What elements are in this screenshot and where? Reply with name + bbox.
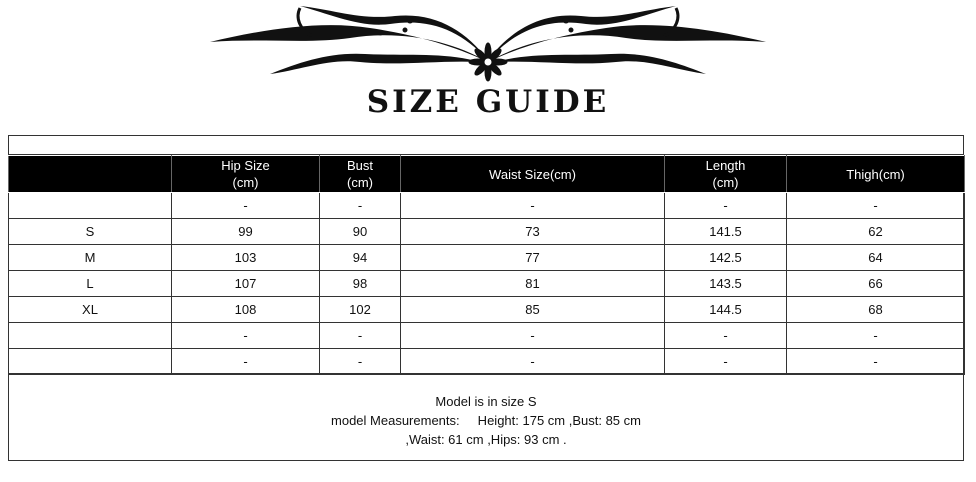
table-cell: - bbox=[320, 323, 401, 349]
decorative-ornament bbox=[200, 0, 776, 90]
table-cell bbox=[9, 349, 172, 375]
table-cell: - bbox=[172, 193, 320, 219]
table-row bbox=[9, 323, 965, 349]
note-line-3: ,Waist: 61 cm ,Hips: 93 cm . bbox=[405, 432, 567, 447]
page-title: SIZE GUIDE bbox=[366, 84, 610, 120]
table-cell: 141.5 bbox=[665, 219, 787, 245]
table-cell: - bbox=[665, 193, 787, 219]
table-cell: 94 bbox=[320, 245, 401, 271]
top-strip bbox=[9, 136, 963, 155]
table-cell: 64 bbox=[787, 245, 965, 271]
table-cell: 98 bbox=[320, 271, 401, 297]
table-cell: - bbox=[787, 323, 965, 349]
header-length: Length (cm) bbox=[665, 156, 787, 193]
table-cell: 68 bbox=[787, 297, 965, 323]
table-cell: - bbox=[787, 193, 965, 219]
table-cell: 85 bbox=[401, 297, 665, 323]
size-guide-frame bbox=[8, 135, 964, 461]
table-cell: 62 bbox=[787, 219, 965, 245]
table-row bbox=[9, 349, 965, 375]
note-line-1: Model is in size S bbox=[435, 394, 537, 409]
note-line-2: model Measurements: Height: 175 cm ,Bust: 85 cm bbox=[331, 413, 641, 428]
table-cell: 144.5 bbox=[665, 297, 787, 323]
table-cell: 108 bbox=[172, 297, 320, 323]
header-thigh: Thigh(cm) bbox=[787, 156, 965, 193]
table-cell: M bbox=[9, 245, 172, 271]
model-note bbox=[9, 373, 963, 461]
header-size bbox=[9, 156, 172, 193]
table-cell: - bbox=[787, 349, 965, 375]
header-hip: Hip Size (cm) bbox=[172, 156, 320, 193]
table-cell: 143.5 bbox=[665, 271, 787, 297]
table-cell: 107 bbox=[172, 271, 320, 297]
table-cell: XL bbox=[9, 297, 172, 323]
table-cell: - bbox=[172, 323, 320, 349]
size-table bbox=[8, 155, 965, 375]
table-cell: 90 bbox=[320, 219, 401, 245]
table-cell: 73 bbox=[401, 219, 665, 245]
table-row bbox=[9, 193, 965, 219]
header-bust: Bust (cm) bbox=[320, 156, 401, 193]
table-cell: 103 bbox=[172, 245, 320, 271]
table-cell: - bbox=[172, 349, 320, 375]
table-cell: 99 bbox=[172, 219, 320, 245]
table-cell: L bbox=[9, 271, 172, 297]
table-header-row bbox=[9, 156, 965, 193]
table-cell bbox=[9, 193, 172, 219]
table-cell: - bbox=[320, 193, 401, 219]
table-cell: 142.5 bbox=[665, 245, 787, 271]
table-row bbox=[9, 219, 965, 245]
table-cell: - bbox=[401, 193, 665, 219]
header-waist: Waist Size(cm) bbox=[401, 156, 665, 193]
table-cell: 81 bbox=[401, 271, 665, 297]
table-cell: S bbox=[9, 219, 172, 245]
table-cell: - bbox=[665, 349, 787, 375]
table-cell: - bbox=[401, 349, 665, 375]
table-cell: - bbox=[401, 323, 665, 349]
table-cell: 66 bbox=[787, 271, 965, 297]
table-row bbox=[9, 271, 965, 297]
table-row bbox=[9, 297, 965, 323]
table-cell: 77 bbox=[401, 245, 665, 271]
table-cell bbox=[9, 323, 172, 349]
table-row bbox=[9, 245, 965, 271]
table-cell: 102 bbox=[320, 297, 401, 323]
table-cell: - bbox=[320, 349, 401, 375]
table-cell: - bbox=[665, 323, 787, 349]
